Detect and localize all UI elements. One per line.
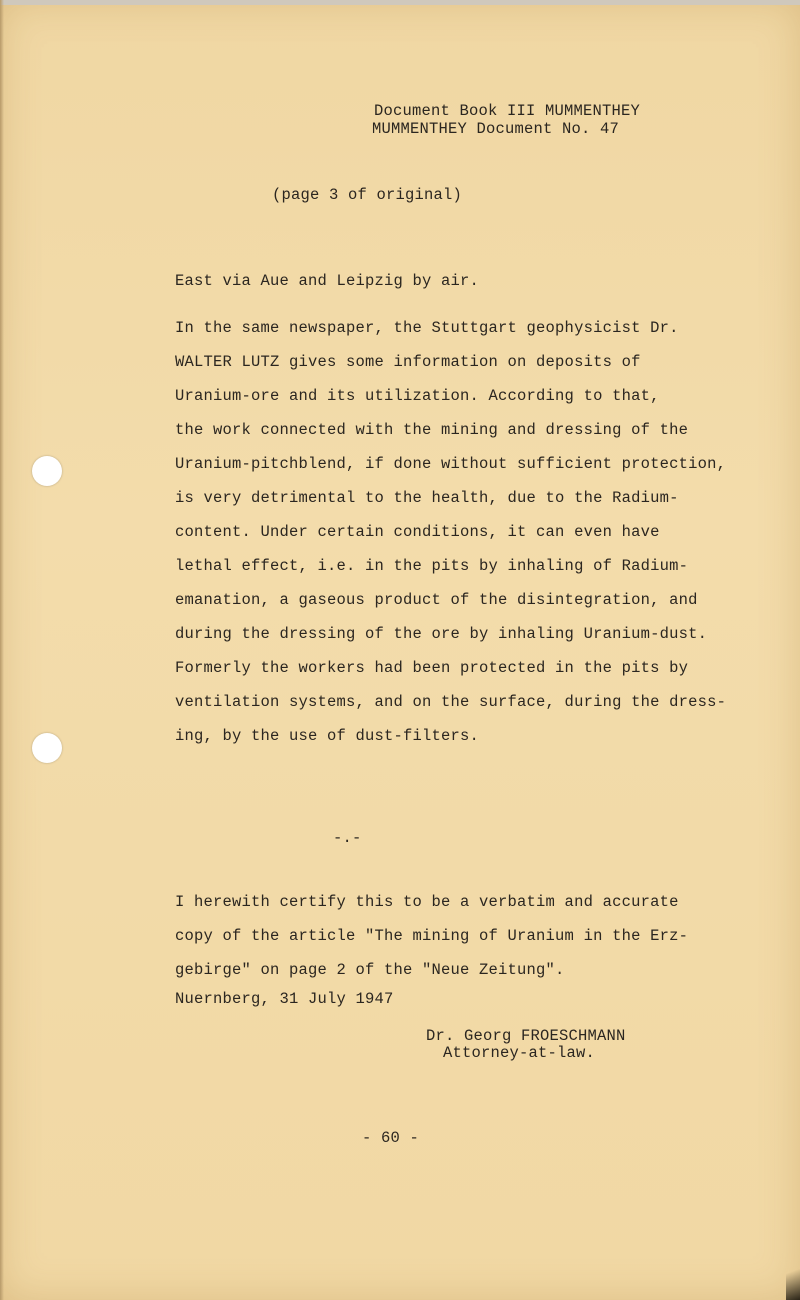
body-line: East via Aue and Leipzig by air. (175, 272, 480, 290)
header-document-number: MUMMENTHEY Document No. 47 (372, 120, 620, 138)
place-date-line: Nuernberg, 31 July 1947 (175, 990, 394, 1008)
punch-hole-top (32, 456, 62, 486)
punch-hole-bottom (32, 733, 62, 763)
body-line: Formerly the workers had been protected in the pits by (175, 659, 689, 677)
body-line: ventilation systems, and on the surface, during the dress- (175, 693, 727, 711)
certification-line: I herewith certify this to be a verbatim and accurate (175, 893, 679, 911)
body-line: during the dressing of the ore by inhaling Uranium-dust. (175, 625, 708, 643)
page-corner-shadow (786, 1260, 800, 1300)
body-line: is very detrimental to the health, due to the Radium- (175, 489, 679, 507)
signature-title: Attorney-at-law. (443, 1044, 596, 1062)
body-line: content. Under certain conditions, it can even have (175, 523, 660, 541)
page-number: - 60 - (362, 1129, 420, 1147)
top-edge (0, 0, 800, 5)
certification-line: gebirge" on page 2 of the "Neue Zeitung". (175, 961, 565, 979)
body-line: Uranium-ore and its utilization. According to that, (175, 387, 660, 405)
header-document-book: Document Book III MUMMENTHEY (374, 102, 641, 120)
body-line: the work connected with the mining and dressing of the (175, 421, 689, 439)
body-line: ing, by the use of dust-filters. (175, 727, 480, 745)
body-line: WALTER LUTZ gives some information on deposits of (175, 353, 641, 371)
certification-line: copy of the article "The mining of Uranium in the Erz- (175, 927, 689, 945)
body-line: In the same newspaper, the Stuttgart geophysicist Dr. (175, 319, 679, 337)
section-separator: -.- (333, 829, 362, 847)
body-line: Uranium-pitchblend, if done without sufficient protection, (175, 455, 727, 473)
body-line: lethal effect, i.e. in the pits by inhaling of Radium- (175, 557, 689, 575)
page-note: (page 3 of original) (272, 186, 463, 204)
body-line: emanation, a gaseous product of the disintegration, and (175, 591, 698, 609)
left-edge (0, 0, 4, 1300)
signature-name: Dr. Georg FROESCHMANN (426, 1027, 626, 1045)
